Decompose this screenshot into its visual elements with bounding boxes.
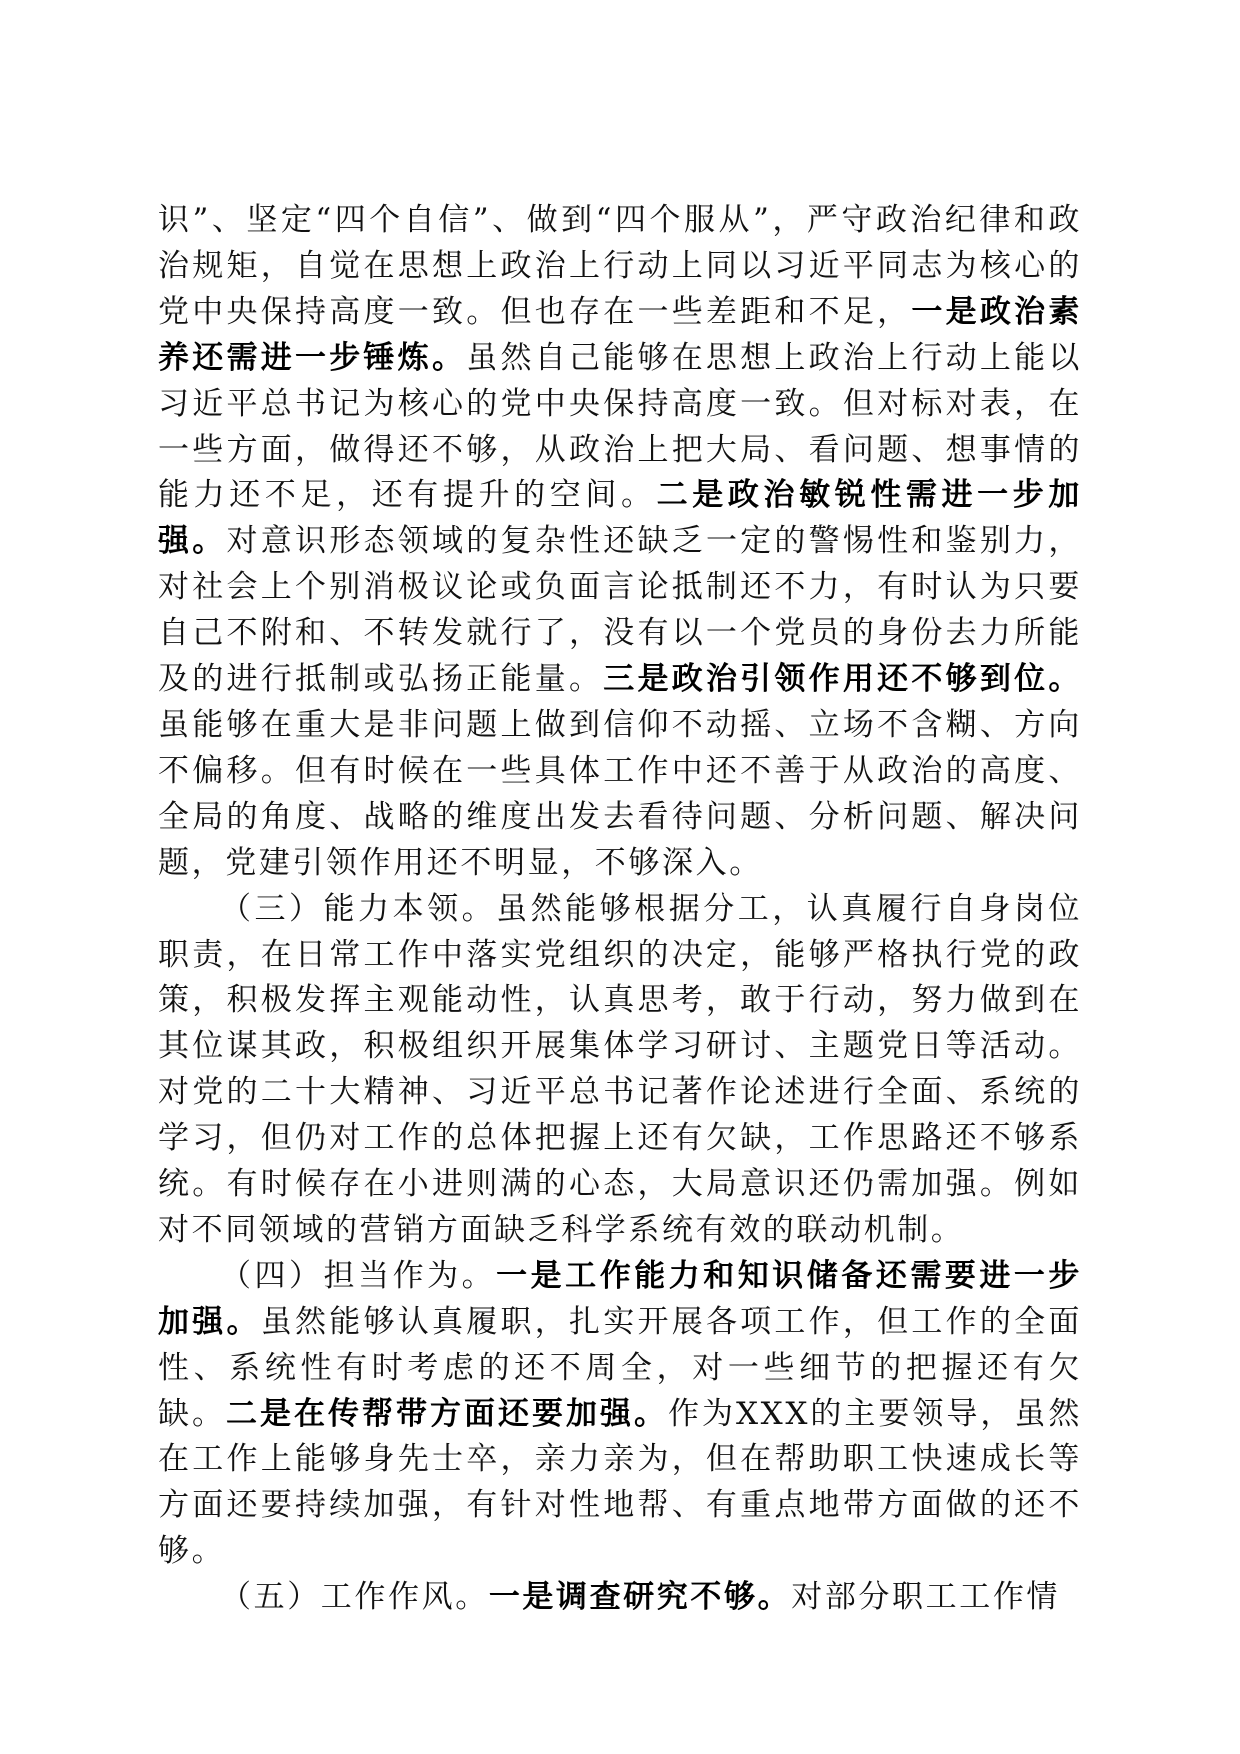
paragraph-work-style bbox=[158, 1575, 1082, 1621]
text-run: 虽然能够认真履职，扎实开展各项工作，但工作的全面性、系统性有时考虑的还不周全，对一些细节的把握还有欠缺。 bbox=[158, 1303, 1082, 1432]
document-body bbox=[158, 198, 1082, 1621]
text-run: 虽能够在重大是非问题上做到信仰不动摇、立场不含糊、方向不偏移。但有时候在一些具体工作中还不善于从政治的高度、全局的角度、战略的维度出发去看待问题、分析问题、解决问题，党建引领作用还不明显，不够深入。 bbox=[158, 706, 1082, 881]
paragraph-political-quality bbox=[158, 198, 1082, 887]
bold-heading-run: 二是政治敏锐性需进一步加强。 bbox=[158, 477, 1082, 560]
bold-heading-run: 一是政治素养还需进一步锤炼。 bbox=[158, 293, 1083, 376]
text-run: 识”、坚定“四个自信”、做到“四个服从”，严守政治纪律和政治规矩，自觉在思想上政治上行动上同以习近平同志为核心的党中央保持高度一致。但也存在一些差距和不足， bbox=[158, 202, 1082, 330]
text-run: （四）担当作为。 bbox=[220, 1257, 497, 1294]
text-run: 作为XXX的主要领导，虽然在工作上能够身先士卒，亲力亲为，但在帮助职工快速成长等方面还要持续加强，有针对性地帮、有重点地带方面做的还不够。 bbox=[158, 1395, 1082, 1570]
text-run: 对部分职工工作情 bbox=[791, 1579, 1061, 1616]
text-run: （三）能力本领。虽然能够根据分工，认真履行自身岗位职责，在日常工作中落实党组织的决定，能够严格执行党的政策，积极发挥主观能动性，认真思考，敢于行动，努力做到在其位谋其政，积极组织开展集体学习研讨、主题党日等活动。对党的二十大精神、习近平总书记著作论述进行全面、系统的学习，但仍对工作的总体把握上还有欠缺，工作思路还不够系统。有时候存在小进则满的心态，大局意识还仍需加强。例如对不同领域的营销方面缺乏科学系统有效的联动机制。 bbox=[158, 890, 1082, 1248]
paragraph-responsibility bbox=[158, 1254, 1082, 1575]
paragraph-ability bbox=[158, 887, 1082, 1254]
bold-heading-run: 一是调查研究不够。 bbox=[488, 1579, 792, 1616]
text-run: （五）工作作风。 bbox=[220, 1579, 489, 1616]
text-run: 虽然自己能够在思想上政治上行动上能以习近平总书记为核心的党中央保持高度一致。但对标对表，在一些方面，做得还不够，从政治上把大局、看问题、想事情的能力还不足，还有提升的空间。 bbox=[158, 339, 1082, 514]
bold-heading-run: 一是工作能力和知识储备还需要进一步加强。 bbox=[158, 1257, 1082, 1340]
bold-heading-run: 二是在传帮带方面还要加强。 bbox=[226, 1395, 668, 1432]
bold-heading-run: 三是政治引领作用还不够到位。 bbox=[603, 661, 1082, 698]
text-run: 对意识形态领域的复杂性还缺乏一定的警惕性和鉴别力，对社会上个别消极议论或负面言论抵制还不力，有时认为只要自己不附和、不转发就行了，没有以一个党员的身份去力所能及的进行抵制或弘扬正能量。 bbox=[158, 523, 1083, 698]
